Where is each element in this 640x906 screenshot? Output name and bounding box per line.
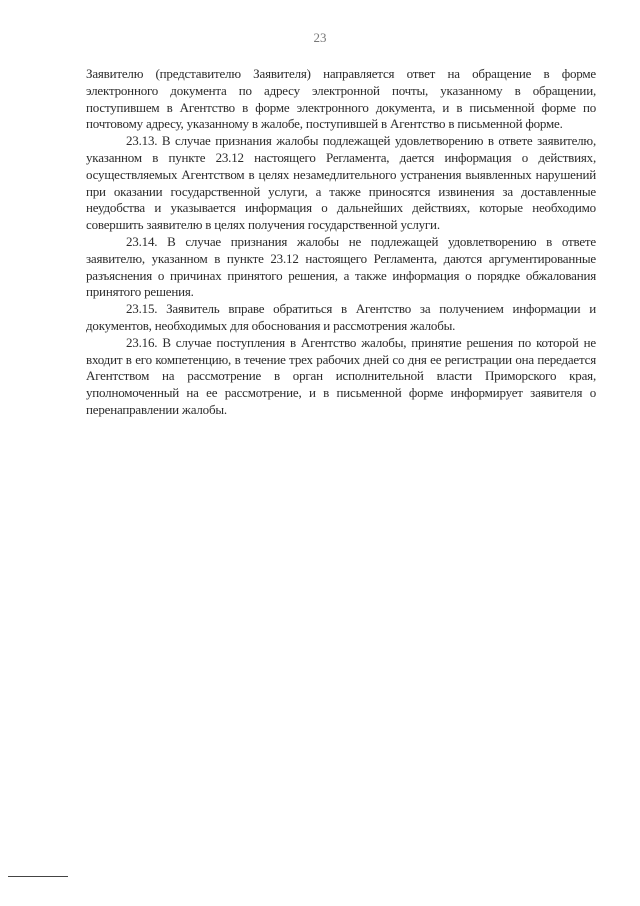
paragraph-23-15: 23.15. Заявитель вправе обратиться в Агентство за получением информации и документов, необходимых для обоснования и рассмотрения жалобы. <box>86 301 596 333</box>
paragraph-23-13: 23.13. В случае признания жалобы подлежащей удовлетворению в ответе заявителю, указанном в пункте 23.12 настоящего Регламента, дается информация о действиях, осуществляемых Агентством в целях незамедлительного устранения выявленных нарушений при оказании государственной услуги, а также приносятся извинения за доставленные неудобства и указывается информация о дальнейших действиях, которые необходимо совершить заявителю в целях получения государственной услуги. <box>86 133 596 233</box>
footnote-rule <box>8 876 68 877</box>
document-body <box>86 66 596 419</box>
paragraph-23-16: 23.16. В случае поступления в Агентство жалобы, принятие решения по которой не входит в его компетенцию, в течение трех рабочих дней со дня ее регистрации она передается Агентством на рассмотрение в орган исполнительной власти Приморского края, уполномоченный на ее рассмотрение, и в письменной форме информирует заявителя о перенаправлении жалобы. <box>86 334 596 417</box>
paragraph-response-delivery: Заявителю (представителю Заявителя) направляется ответ на обращение в форме электронного документа по адресу электронной почты, указанному в обращении, поступившем в Агентство в форме электронного документа, и в письменной форме по почтовому адресу, указанному в жалобе, поступившей в Агентство в письменной форме. <box>86 66 596 132</box>
paragraph-23-14: 23.14. В случае признания жалобы не подлежащей удовлетворению в ответе заявителю, указанном в пункте 23.12 настоящего Регламента, даются аргументированные разъяснения о причинах принятого решения, а также информация о порядке обжалования принятого решения. <box>86 233 596 300</box>
page-number: 23 <box>313 30 327 45</box>
